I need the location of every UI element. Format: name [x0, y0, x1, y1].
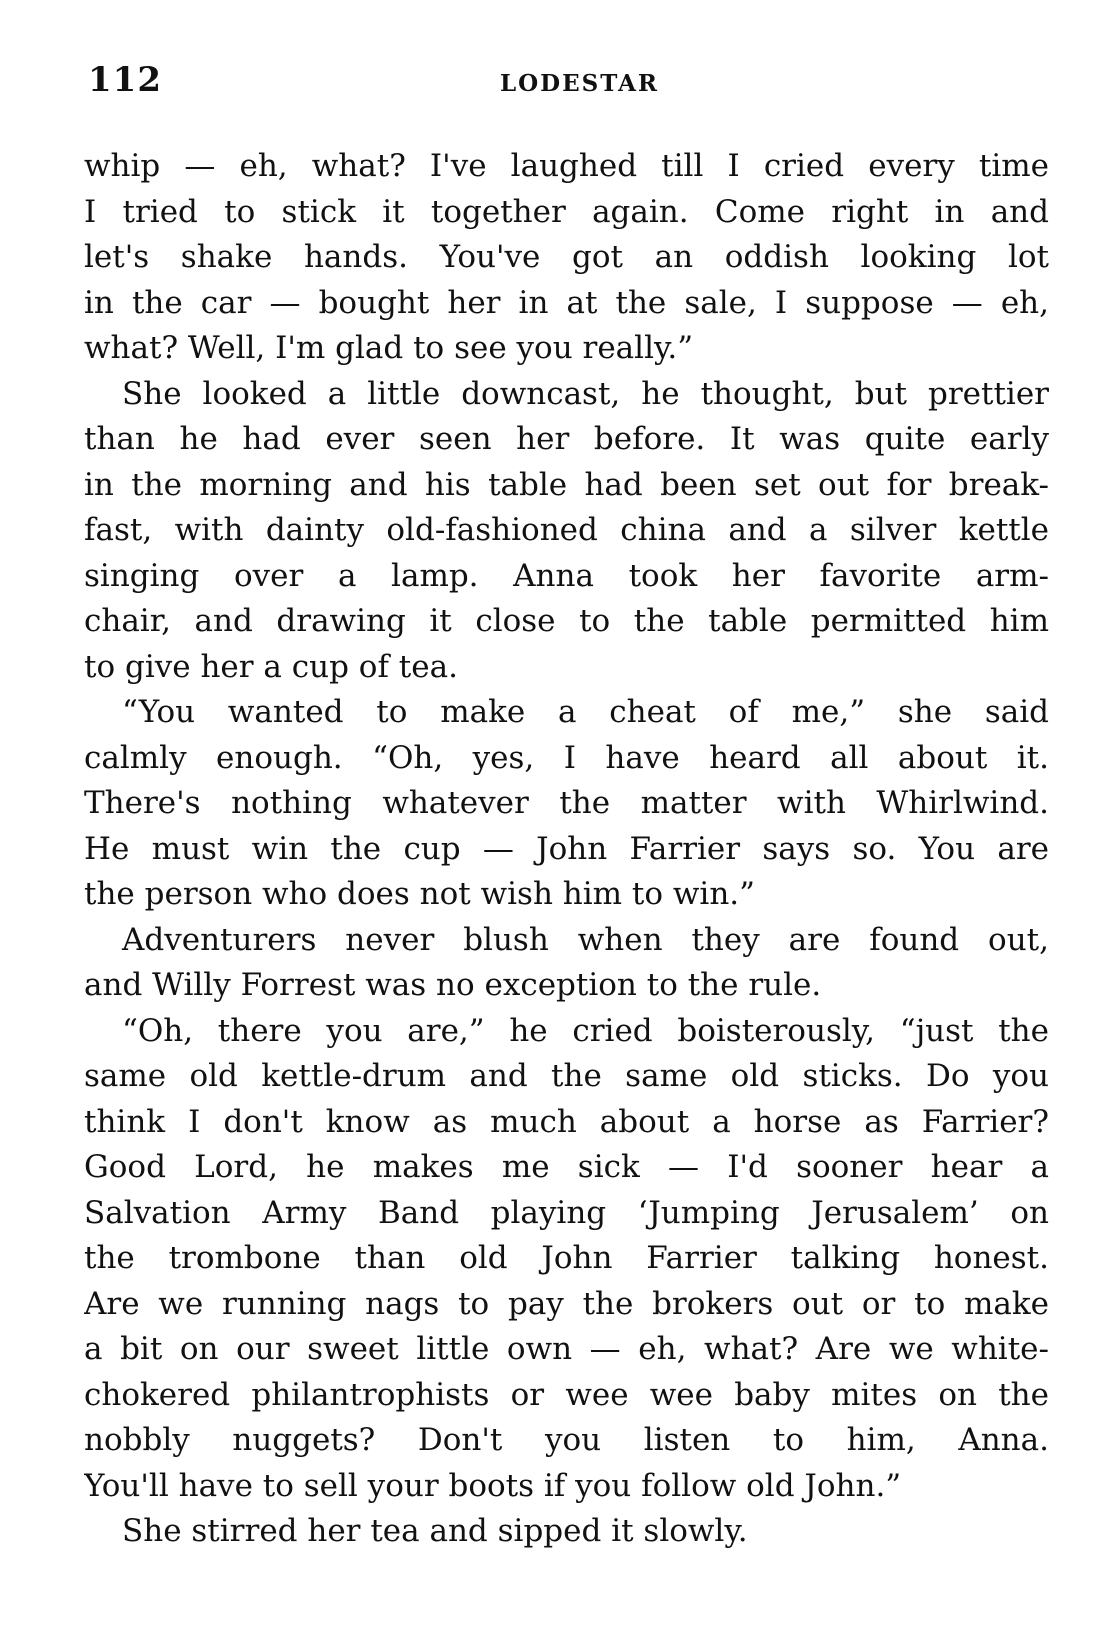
text-line: He must win the cup — John Farrier says so. You are: [84, 830, 1049, 867]
page-number: 112: [88, 60, 162, 100]
text-line: calmly enough. “Oh, yes, I have heard all about it.: [84, 739, 1049, 776]
text-line: Good Lord, he makes me sick — I'd sooner hear a: [84, 1149, 1049, 1185]
body-text: [84, 144, 1049, 1555]
text-line: “You wanted to make a cheat of me,” she said: [122, 694, 1049, 730]
text-line: fast, with dainty old-fashioned china and a silver kettle: [84, 512, 1049, 548]
text-line: singing over a lamp. Anna took her favorite arm-: [84, 557, 1049, 594]
text-line: what? Well, I'm glad to see you really.”: [84, 330, 694, 366]
text-line: in the car — bought her in at the sale, I suppose — eh,: [84, 284, 1049, 321]
text-line: to give her a cup of tea.: [84, 648, 458, 685]
text-line: I tried to stick it together again. Come right in and: [84, 193, 1049, 230]
text-line: let's shake hands. You've got an oddish looking lot: [84, 239, 1049, 275]
text-line: Are we running nags to pay the brokers out or to make: [84, 1285, 1049, 1322]
running-title: LODESTAR: [499, 70, 660, 97]
book-page: [84, 60, 1049, 1555]
text-line: in the morning and his table had been set out for break-: [84, 466, 1049, 503]
text-line: than he had ever seen her before. It was quite early: [84, 421, 1049, 457]
text-line: Salvation Army Band playing ‘Jumping Jerusalem’ on: [84, 1194, 1049, 1231]
text-line: same old kettle-drum and the same old sticks. Do you: [84, 1058, 1049, 1094]
text-line: She looked a little downcast, he thought, but prettier: [122, 375, 1049, 412]
text-line: You'll have to sell your boots if you follow old John.”: [84, 1467, 902, 1504]
text-line: nobbly nuggets? Don't you listen to him, Anna.: [84, 1422, 1049, 1458]
text-line: Adventurers never blush when they are found out,: [122, 921, 1049, 958]
text-line: “Oh, there you are,” he cried boisterously, “just the: [122, 1012, 1049, 1049]
text-line: a bit on our sweet little own — eh, what? Are we white-: [84, 1331, 1049, 1367]
text-line: There's nothing whatever the matter with Whirlwind.: [84, 785, 1049, 821]
text-line: She stirred her tea and sipped it slowly.: [122, 1513, 748, 1549]
text-line: chair, and drawing it close to the table permitted him: [84, 603, 1049, 639]
running-head: [84, 60, 1049, 110]
text-line: think I don't know as much about a horse as Farrier?: [84, 1103, 1049, 1140]
text-line: whip — eh, what? I've laughed till I cried every time: [84, 148, 1049, 184]
text-line: chokered philantrophists or wee wee baby mites on the: [84, 1376, 1049, 1413]
text-line: the person who does not wish him to win.”: [84, 876, 755, 912]
text-line: the trombone than old John Farrier talking honest.: [84, 1240, 1049, 1276]
text-line: and Willy Forrest was no exception to the rule.: [84, 967, 822, 1003]
